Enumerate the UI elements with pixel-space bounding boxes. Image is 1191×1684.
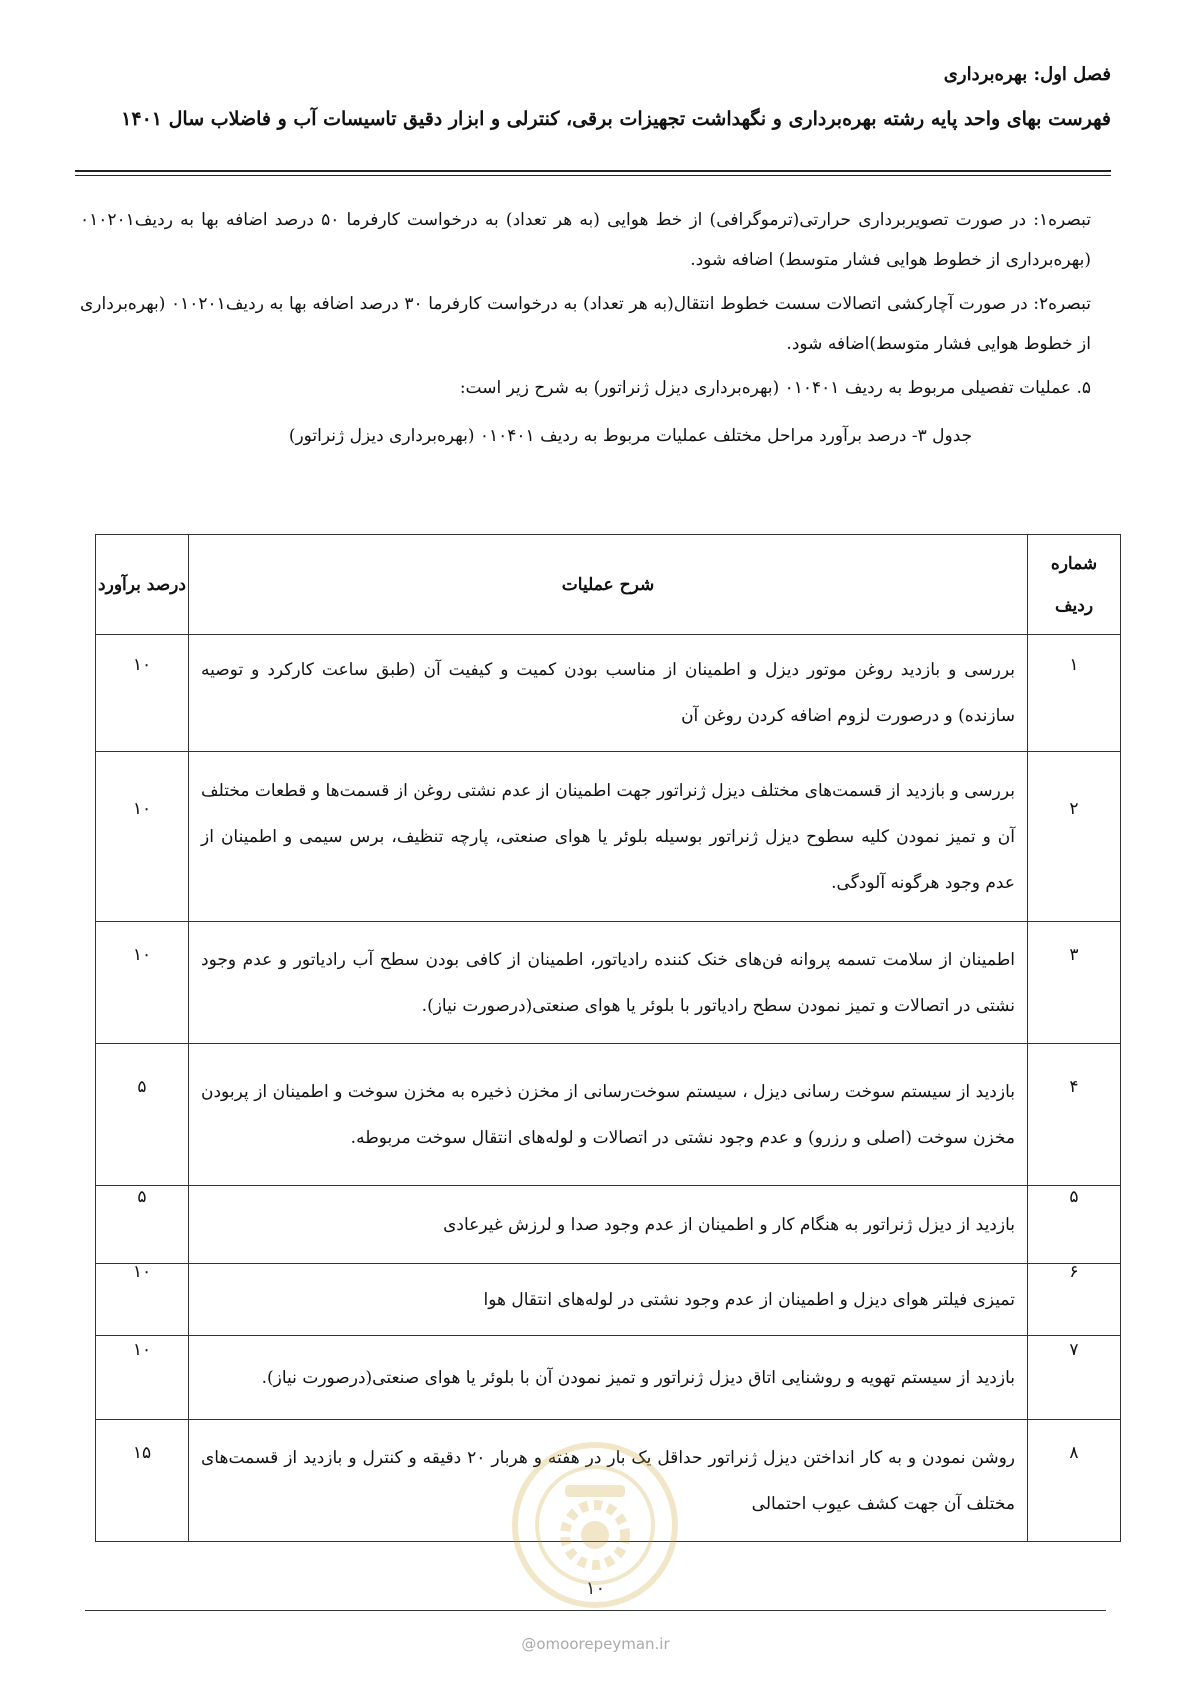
row-description: بررسی و بازدید از قسمت‌های مختلف دیزل ژنراتور جهت اطمینان از عدم نشتی روغن از قسمت‌ها و قطعات مختلف آن و تمیز نمودن کلیه سطوح دیزل ژنراتور بوسیله بلوئر یا هوای صنعتی، پارچه تنظیف، برس سیمی و اطمینان از عدم وجود هرگونه آلودگی. xyxy=(189,752,1028,922)
table-row xyxy=(96,1044,1121,1186)
table-caption: جدول ۳- درصد برآورد مراحل مختلف عملیات مربوط به ردیف ۰۱۰۴۰۱ (بهره‌برداری دیزل ژنراتور) xyxy=(288,426,973,446)
row-description: بررسی و بازدید روغن موتور دیزل و اطمینان از مناسب بودن کمیت و کیفیت آن (طبق ساعت کارکرد و توصیه سازنده) و درصورت لزوم اضافه کردن روغن آن xyxy=(189,635,1028,752)
page-body xyxy=(80,200,1091,456)
row-number: ۷ xyxy=(1028,1336,1121,1420)
page-header xyxy=(75,60,1111,136)
operations-table xyxy=(95,534,1121,1542)
row-description: تمیزی فیلتر هوای دیزل و اطمینان از عدم وجود نشتی در لوله‌های انتقال هوا xyxy=(189,1264,1028,1336)
row-percent: ۵ xyxy=(96,1186,189,1264)
row-percent: ۱۰ xyxy=(96,752,189,922)
row-percent: ۵ xyxy=(96,1044,189,1186)
row-description: بازدید از دیزل ژنراتور به هنگام کار و اطمینان از عدم وجود صدا و لرزش غیرعادی xyxy=(189,1186,1028,1264)
table-header-row xyxy=(96,535,1121,635)
table-row xyxy=(96,752,1121,922)
row-number: ۶ xyxy=(1028,1264,1121,1336)
row-number: ۴ xyxy=(1028,1044,1121,1186)
row-percent: ۱۰ xyxy=(96,1336,189,1420)
footer-rule xyxy=(85,1610,1106,1611)
row-number: ۸ xyxy=(1028,1420,1121,1542)
header-description: شرح عملیات xyxy=(189,535,1028,635)
table-row xyxy=(96,635,1121,752)
row-number: ۱ xyxy=(1028,635,1121,752)
table-row xyxy=(96,1336,1121,1420)
row-number: ۳ xyxy=(1028,922,1121,1044)
document-title: فهرست بهای واحد پایه رشته بهره‌برداری و نگهداشت تجهیزات برقی، کنترلی و ابزار دقیق تاسیسات آب و فاضلاب سال ۱۴۰۱ xyxy=(121,108,1111,130)
note-2: تبصره۲: در صورت آچارکشی اتصالات سست خطوط انتقال(به هر تعداد) به درخواست کارفرما ۳۰ درصد اضافه بها به ردیف۰۱۰۲۰۱ (بهره‌برداری از خطوط هوایی فشار متوسط)اضافه شود. xyxy=(80,294,1092,354)
table-row xyxy=(96,922,1121,1044)
chapter-title: فصل اول: بهره‌برداری xyxy=(943,64,1111,85)
header-number: شماره ردیف xyxy=(1028,535,1121,635)
row-description: بازدید از سیستم تهویه و روشنایی اتاق دیزل ژنراتور و تمیز نمودن آن با بلوئر یا هوای صنعتی(درصورت نیاز). xyxy=(189,1336,1028,1420)
row-description: بازدید از سیستم سوخت رسانی دیزل ، سیستم سوخت‌رسانی از مخزن ذخیره به مخزن سوخت و اطمینان از پربودن مخزن سوخت (اصلی و رزرو) و عدم وجود نشتی در اتصالات و لوله‌های انتقال سوخت مربوطه. xyxy=(189,1044,1028,1186)
row-number: ۲ xyxy=(1028,752,1121,922)
row-percent: ۱۵ xyxy=(96,1420,189,1542)
row-description: اطمینان از سلامت تسمه پروانه فن‌های خنک کننده رادیاتور، اطمینان از کافی بودن سطح آب رادیاتور و عدم وجود نشتی در اتصالات و تمیز نمودن سطح رادیاتور با بلوئر یا هوای صنعتی(درصورت نیاز). xyxy=(189,922,1028,1044)
header-percent: درصد برآورد xyxy=(96,535,189,635)
row-percent: ۱۰ xyxy=(96,635,189,752)
row-description: روشن نمودن و به کار انداختن دیزل ژنراتور حداقل یک بار در هفته و هربار ۲۰ دقیقه و کنترل و بازدید از قسمت‌های مختلف آن جهت کشف عیوب احتمالی xyxy=(189,1420,1028,1542)
page-number: ۱۰ xyxy=(585,1578,606,1599)
note-1: تبصره۱: در صورت تصویربرداری حرارتی(ترموگرافی) از خط هوایی (به هر تعداد) به درخواست کارفرما ۵۰ درصد اضافه بها به ردیف۰۱۰۲۰۱ (بهره‌برداری از خطوط هوایی فشار متوسط) اضافه شود. xyxy=(80,210,1092,270)
row-percent: ۱۰ xyxy=(96,1264,189,1336)
row-number: ۵ xyxy=(1028,1186,1121,1264)
row-percent: ۱۰ xyxy=(96,922,189,1044)
operations-intro: ۵. عملیات تفصیلی مربوط به ردیف ۰۱۰۴۰۱ (بهره‌برداری دیزل ژنراتور) به شرح زیر است: xyxy=(459,378,1091,398)
website-watermark: @omoorepeyman.ir xyxy=(521,1635,670,1653)
table-row xyxy=(96,1264,1121,1336)
table-row xyxy=(96,1186,1121,1264)
header-rule xyxy=(75,170,1111,172)
header-rule-thin xyxy=(75,175,1111,176)
